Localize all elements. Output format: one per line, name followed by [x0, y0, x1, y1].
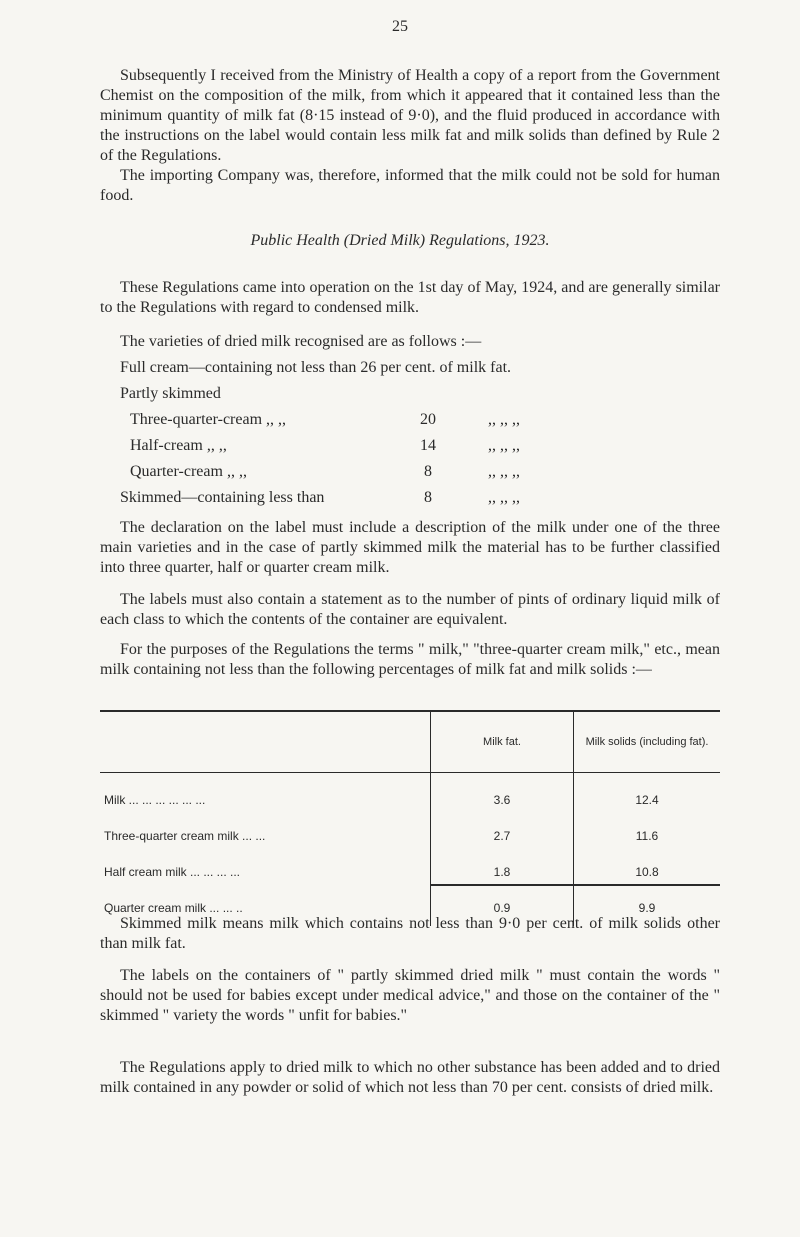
table-row: Half cream milk ... ... ... ... 1.8 10.8	[100, 854, 720, 890]
paragraph-skimmed-definition: Skimmed milk means milk which contains not less than 9·0 per cent. of milk solids other than milk fat.	[100, 915, 720, 952]
ditto-marks: ,, ,, ,,	[488, 489, 520, 506]
header-blank	[100, 712, 431, 773]
variety-partly-skimmed: Partly skimmed	[120, 385, 221, 402]
ditto-marks: ,, ,, ,,	[488, 463, 520, 480]
variety-quarter-cream: Quarter-cream ,, ,,	[130, 463, 247, 480]
variety-three-quarter-value: 20	[420, 411, 436, 428]
variety-full-cream: Full cream—containing not less than 26 per cent. of milk fat.	[120, 359, 512, 376]
paragraph-varieties-intro: The varieties of dried milk recognised are as follows :—	[120, 333, 482, 350]
paragraph-declaration: The declaration on the label must include a description of the milk under one of the three main varieties and in the case of partly skimmed milk the material has to be further classified into three quarter, half or quarter cream milk.	[100, 519, 720, 576]
header-milk-fat: Milk fat.	[431, 712, 574, 773]
paragraph-terms: For the purposes of the Regulations the terms " milk," "three-quarter cream milk," etc., mean milk containing not less than the following percentages of milk fat and milk solids :—	[100, 641, 720, 678]
table-row: Quarter cream milk ... ... .. 0.9 9.9	[100, 890, 720, 926]
ditto-marks: ,, ,, ,,	[488, 437, 520, 454]
paragraph-company-informed: The importing Company was, therefore, informed that the milk could not be sold for human food.	[100, 167, 720, 204]
variety-half-cream-value: 14	[420, 437, 436, 454]
table-header-row	[100, 712, 720, 773]
table-bottom-rule	[430, 884, 720, 886]
paragraph-label-warnings: The labels on the containers of " partly skimmed dried milk " must contain the words " should not be used for babies except under medical advice," and those on the container of the " skimmed " variety the words " unfit for babies."	[100, 967, 720, 1024]
variety-half-cream: Half-cream ,, ,,	[130, 437, 227, 454]
variety-three-quarter: Three-quarter-cream ,, ,,	[130, 411, 287, 428]
ditto-marks: ,, ,, ,,	[488, 411, 520, 428]
variety-quarter-cream-value: 8	[424, 463, 432, 480]
section-heading: Public Health (Dried Milk) Regulations, 1923.	[250, 232, 550, 249]
paragraph-regulations-operation: These Regulations came into operation on the 1st day of May, 1924, and are generally similar to the Regulations with regard to condensed milk.	[100, 279, 720, 316]
variety-skimmed-value: 8	[424, 489, 432, 506]
paragraph-pints-statement: The labels must also contain a statement as to the number of pints of ordinary liquid milk of each class to which the contents of the container are equivalent.	[100, 591, 720, 628]
table-row: Milk ... ... ... ... ... ... 3.6 12.4	[100, 773, 720, 819]
variety-skimmed: Skimmed—containing less than	[120, 489, 325, 506]
header-milk-solids: Milk solids (including fat).	[574, 712, 721, 773]
paragraph-report: Subsequently I received from the Ministry of Health a copy of a report from the Government Chemist on the composition of the milk, from which it appeared that it contained less than the minimum quantity of milk fat (8·15 instead of 9·0), and the fluid produced in accordance with the instructions on the label would contain less milk fat and milk solids than defined by Rule 2 of the Regulations.	[100, 67, 720, 164]
table-row: Three-quarter cream milk ... ... 2.7 11.6	[100, 818, 720, 854]
milk-standards-table	[100, 712, 720, 926]
paragraph-applicability: The Regulations apply to dried milk to which no other substance has been added and to dried milk contained in any powder or solid of which not less than 70 per cent. consists of dried milk.	[100, 1059, 720, 1096]
page-number: 25	[392, 18, 408, 35]
